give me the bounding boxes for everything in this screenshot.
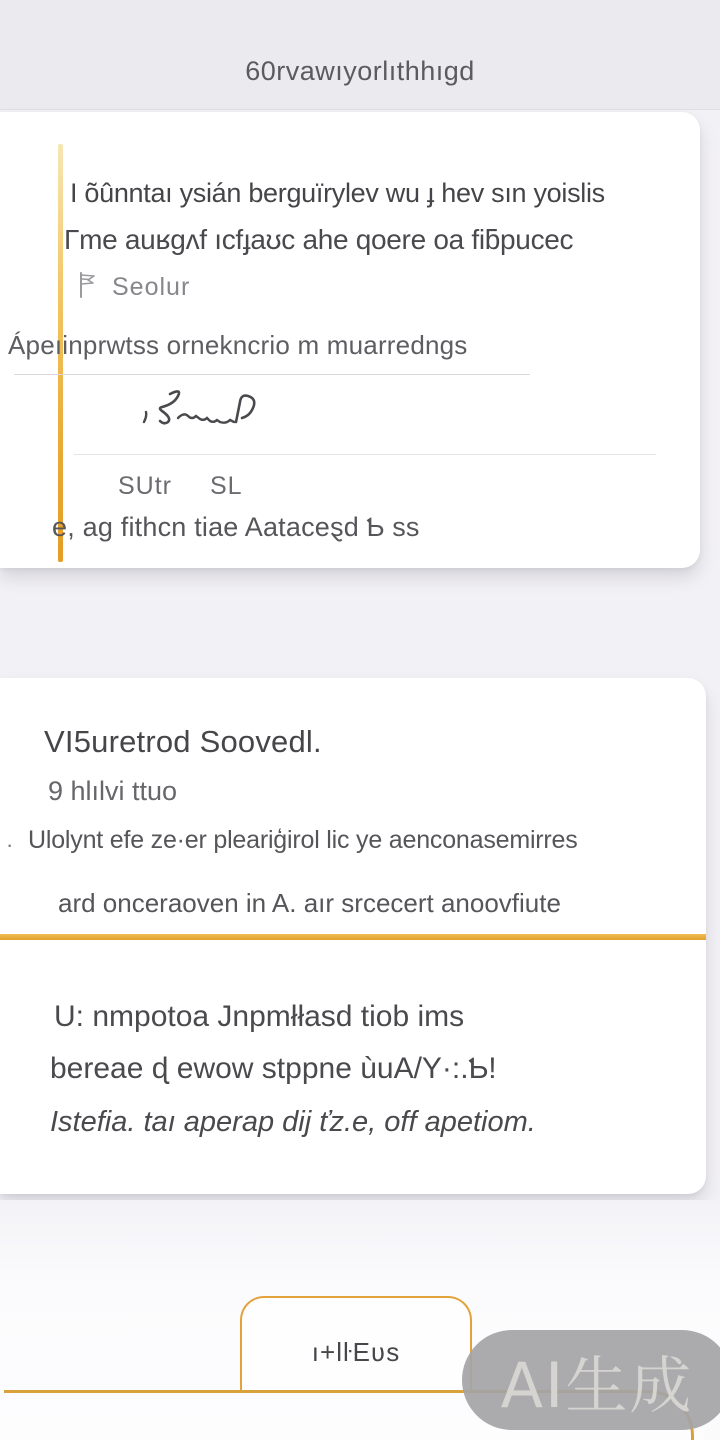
- accent-horizontal-divider: [0, 934, 706, 940]
- document-card-2: [0, 678, 706, 1194]
- divider: [14, 374, 530, 375]
- card1-text-line2: Γme auʁgʌf ıcfɟaʊc ahe qoere oa fiƃpucec: [64, 224, 574, 255]
- bottom-tab-label: ı+lŀEʋs: [311, 1336, 401, 1367]
- header: [0, 0, 720, 110]
- card2-paragraph-line1: U: nmpotoa Jnpmłłasd tiob ims: [54, 1000, 465, 1033]
- card1-meta-line: Ápeıinprwtss ornekncrio m muarredngs: [8, 330, 468, 360]
- card2-indent-line: ard onceraoven in A. aır srcecert anoovfiute: [58, 888, 561, 918]
- seal-row: [76, 270, 190, 305]
- link-sutr[interactable]: SUtr: [118, 472, 172, 500]
- page-title: 60rvawıyorlıthhıgd: [245, 56, 475, 86]
- card2-bullet-line: Ulolynt efe ze·er pleariģirol lic ye aenconasemirres: [28, 826, 578, 854]
- card1-footer-line: e, ag fithcn tiae Aataceȿd Ƅ ss: [52, 512, 420, 542]
- divider: [74, 454, 656, 455]
- document-card-1: [0, 112, 700, 568]
- signature-scribble: [138, 380, 268, 443]
- card2-paragraph-line2: bereae ɖ ewow stppne ùuA/Y·:.Ƅ!: [50, 1052, 497, 1085]
- ai-generated-watermark-label: AI生成: [500, 1348, 694, 1422]
- card2-title: VI5uretrod Soovedl.: [44, 724, 322, 759]
- flag-icon: [76, 270, 98, 305]
- ai-generated-watermark: [462, 1330, 720, 1430]
- seal-label: Seolur: [112, 273, 191, 301]
- link-sl[interactable]: SL: [210, 472, 243, 500]
- card2-paragraph-line3: Istefia. taı aperap dij ťz.e, off apetiom.: [50, 1106, 536, 1138]
- bullet-marker: ·: [6, 832, 14, 857]
- card1-links-row: [118, 472, 243, 501]
- bottom-tab-button[interactable]: [240, 1296, 472, 1392]
- card1-text-line1: I õûnntaı ysián berguïrylev wu ɟ hev sın yoislis: [70, 178, 605, 208]
- card2-subtitle: 9 hlılvi ttuo: [48, 776, 178, 806]
